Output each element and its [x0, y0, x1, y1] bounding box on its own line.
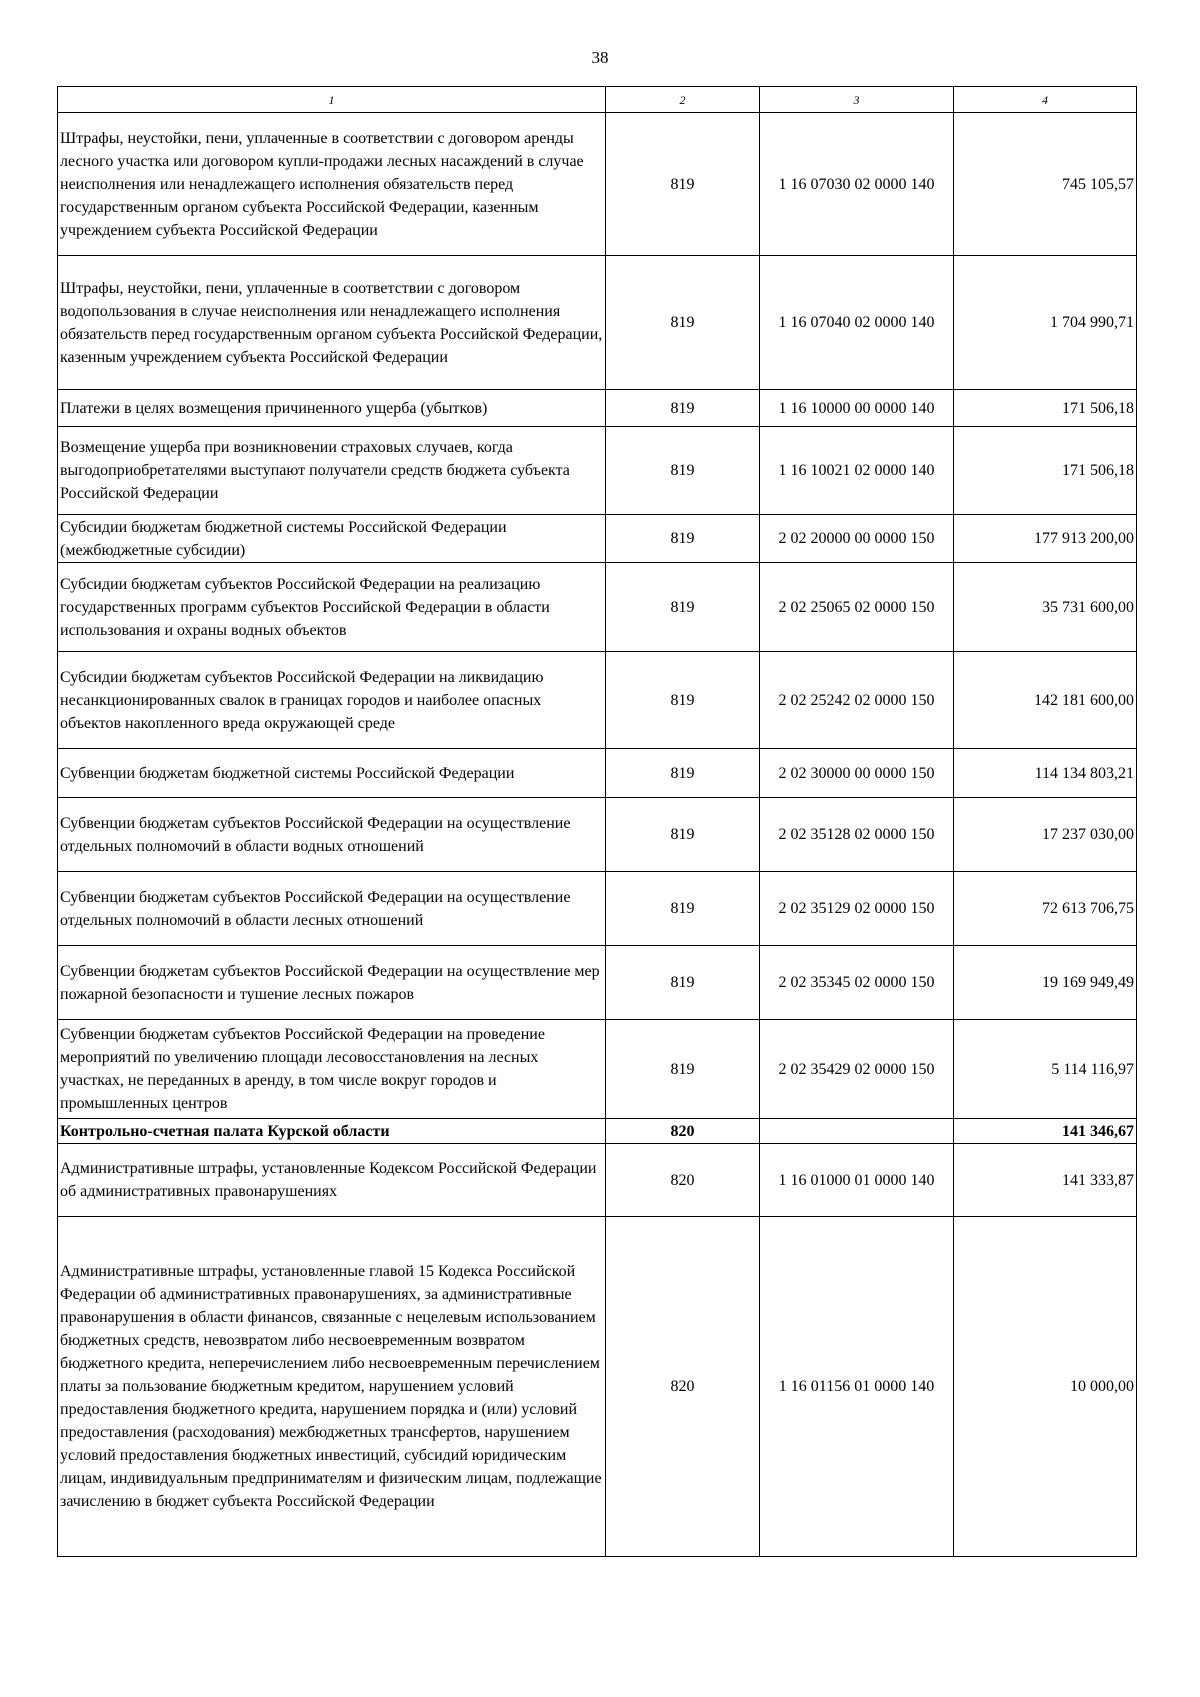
table-row-section-total — [58, 1119, 1137, 1144]
row-budget-code: 1 16 10000 00 0000 140 — [760, 390, 954, 427]
row-amount: 171 506,18 — [954, 390, 1137, 427]
row-budget-code: 2 02 30000 00 0000 150 — [760, 749, 954, 798]
row-admin-code: 819 — [606, 515, 760, 563]
row-name: Субвенции бюджетам субъектов Российской Федерации на осуществление отдельных полномочий в области водных отношений — [58, 798, 606, 872]
row-admin-code: 820 — [606, 1217, 760, 1557]
row-budget-code — [760, 1119, 954, 1144]
row-amount: 19 169 949,49 — [954, 946, 1137, 1020]
revenue-table — [57, 86, 1137, 1557]
row-admin-code: 819 — [606, 113, 760, 256]
row-budget-code: 2 02 35345 02 0000 150 — [760, 946, 954, 1020]
row-budget-code: 1 16 07030 02 0000 140 — [760, 113, 954, 256]
header-col-1: 1 — [58, 87, 606, 113]
row-admin-code: 819 — [606, 798, 760, 872]
row-amount: 177 913 200,00 — [954, 515, 1137, 563]
row-admin-code: 819 — [606, 872, 760, 946]
row-admin-code: 819 — [606, 427, 760, 515]
row-budget-code: 2 02 35128 02 0000 150 — [760, 798, 954, 872]
row-amount: 141 333,87 — [954, 1144, 1137, 1217]
row-amount: 1 704 990,71 — [954, 256, 1137, 390]
row-admin-code: 819 — [606, 256, 760, 390]
table-row — [58, 515, 1137, 563]
table-header-row — [58, 87, 1137, 113]
row-admin-code: 820 — [606, 1144, 760, 1217]
row-name: Административные штрафы, установленные главой 15 Кодекса Российской Федерации об административных правонарушениях, за административные правонарушения в области финансов, связанные с нецелевым использованием бюджетных средств, невозвратом либо несвоевременным возвратом бюджетного кредита, неперечислением либо несвоевременным перечислением платы за пользование бюджетным кредитом, нарушением условий предоставления бюджетного кредита, нарушением порядка и (или) условий предоставления (расходования) межбюджетных трансфертов, нарушением условий предоставления бюджетных инвестиций, субсидий юридическим лицам, индивидуальным предпринимателям и физическим лицам, подлежащие зачислению в бюджет субъекта Российской Федерации — [58, 1217, 606, 1557]
header-col-2: 2 — [606, 87, 760, 113]
row-amount: 5 114 116,97 — [954, 1020, 1137, 1119]
row-budget-code: 2 02 35429 02 0000 150 — [760, 1020, 954, 1119]
row-amount: 141 346,67 — [954, 1119, 1137, 1144]
row-name: Субсидии бюджетам субъектов Российской Федерации на ликвидацию несанкционированных свалок в границах городов и наиболее опасных объектов накопленного вреда окружающей среде — [58, 652, 606, 749]
row-name: Субвенции бюджетам бюджетной системы Российской Федерации — [58, 749, 606, 798]
row-amount: 17 237 030,00 — [954, 798, 1137, 872]
row-name: Административные штрафы, установленные Кодексом Российской Федерации об административных правонарушениях — [58, 1144, 606, 1217]
table-row — [58, 1217, 1137, 1557]
row-name: Штрафы, неустойки, пени, уплаченные в соответствии с договором водопользования в случае неисполнения или ненадлежащего исполнения обязательств перед государственным органом субъекта Российской Федерации, казенным учреждением субъекта Российской Федерации — [58, 256, 606, 390]
row-admin-code: 819 — [606, 1020, 760, 1119]
row-amount: 745 105,57 — [954, 113, 1137, 256]
header-col-4: 4 — [954, 87, 1137, 113]
row-name: Субвенции бюджетам субъектов Российской Федерации на проведение мероприятий по увеличению площади лесовосстановления на лесных участках, не переданных в аренду, в том числе вокруг городов и промышленных центров — [58, 1020, 606, 1119]
row-name: Субсидии бюджетам субъектов Российской Федерации на реализацию государственных программ субъектов Российской Федерации в области использования и охраны водных объектов — [58, 563, 606, 652]
page-number: 38 — [591, 48, 609, 67]
table-row — [58, 652, 1137, 749]
table-row — [58, 427, 1137, 515]
row-budget-code: 2 02 35129 02 0000 150 — [760, 872, 954, 946]
row-amount: 114 134 803,21 — [954, 749, 1137, 798]
row-admin-code: 819 — [606, 749, 760, 798]
row-admin-code: 819 — [606, 946, 760, 1020]
table-row — [58, 798, 1137, 872]
row-name: Контрольно-счетная палата Курской области — [58, 1119, 606, 1144]
row-name: Субвенции бюджетам субъектов Российской Федерации на осуществление мер пожарной безопасности и тушение лесных пожаров — [58, 946, 606, 1020]
row-name: Субсидии бюджетам бюджетной системы Российской Федерации (межбюджетные субсидии) — [58, 515, 606, 563]
row-amount: 171 506,18 — [954, 427, 1137, 515]
row-name: Возмещение ущерба при возникновении страховых случаев, когда выгодоприобретателями выступают получатели средств бюджета субъекта Российской Федерации — [58, 427, 606, 515]
table-row — [58, 113, 1137, 256]
row-budget-code: 1 16 07040 02 0000 140 — [760, 256, 954, 390]
row-budget-code: 2 02 20000 00 0000 150 — [760, 515, 954, 563]
table-row — [58, 563, 1137, 652]
row-budget-code: 1 16 10021 02 0000 140 — [760, 427, 954, 515]
row-admin-code: 820 — [606, 1119, 760, 1144]
table-row — [58, 1144, 1137, 1217]
table-row — [58, 256, 1137, 390]
row-admin-code: 819 — [606, 652, 760, 749]
row-budget-code: 2 02 25242 02 0000 150 — [760, 652, 954, 749]
row-name: Штрафы, неустойки, пени, уплаченные в соответствии с договором аренды лесного участка или договором купли-продажи лесных насаждений в случае неисполнения или ненадлежащего исполнения обязательств перед государственным органом субъекта Российской Федерации, казенным учреждением субъекта Российской Федерации — [58, 113, 606, 256]
row-amount: 72 613 706,75 — [954, 872, 1137, 946]
table-row — [58, 749, 1137, 798]
header-col-3: 3 — [760, 87, 954, 113]
table-row — [58, 390, 1137, 427]
row-budget-code: 1 16 01000 01 0000 140 — [760, 1144, 954, 1217]
row-name: Платежи в целях возмещения причиненного ущерба (убытков) — [58, 390, 606, 427]
row-admin-code: 819 — [606, 563, 760, 652]
row-amount: 10 000,00 — [954, 1217, 1137, 1557]
row-amount: 142 181 600,00 — [954, 652, 1137, 749]
row-admin-code: 819 — [606, 390, 760, 427]
row-budget-code: 2 02 25065 02 0000 150 — [760, 563, 954, 652]
row-amount: 35 731 600,00 — [954, 563, 1137, 652]
table-row — [58, 946, 1137, 1020]
table-row — [58, 1020, 1137, 1119]
row-budget-code: 1 16 01156 01 0000 140 — [760, 1217, 954, 1557]
row-name: Субвенции бюджетам субъектов Российской Федерации на осуществление отдельных полномочий в области лесных отношений — [58, 872, 606, 946]
table-row — [58, 872, 1137, 946]
